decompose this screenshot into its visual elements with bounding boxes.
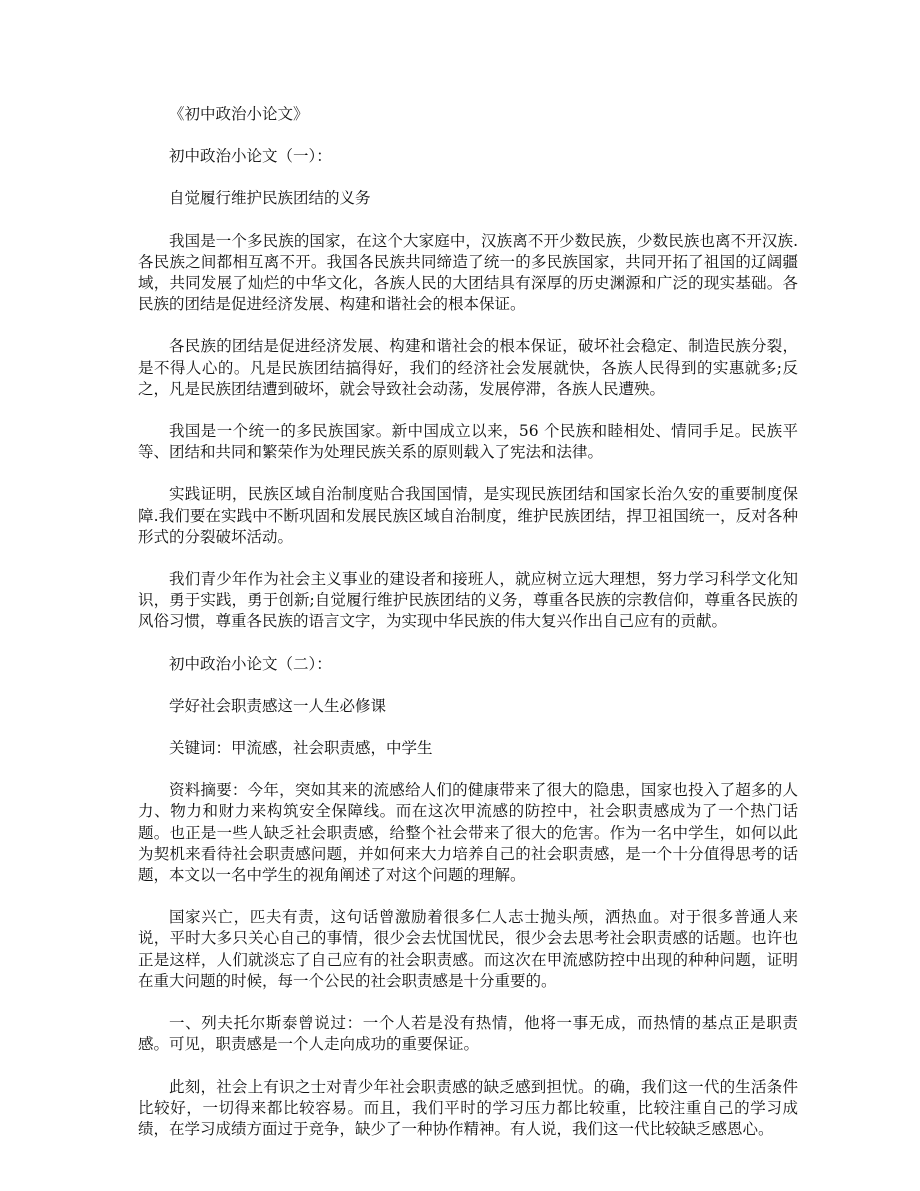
- essay2-keywords: 关键词：甲流感，社会职责感，中学生: [169, 739, 433, 758]
- essay2-subtitle: 学好社会职责感这一人生必修课: [169, 696, 387, 715]
- essay1-paragraph: 我国是一个多民族的国家，在这个大家庭中，汉族离不开少数民族，少数民族也离不开汉族.各民族之间都相互离不开。我国各民族共同缔造了统一的多民族国家，共同开拓了祖国的辽阔疆域，共同发展了灿烂的中华文化，各族人民的大团结具有深厚的历史渊源和广泛的现实基础。各民族的团结是促进经济发展、构建和谐社会的根本保证。: [138, 231, 798, 314]
- essay1-paragraph: 我国是一个统一的多民族国家。新中国成立以来，56 个民族和睦相处、情同手足。民族平等、团结和共同和繁荣作为处理民族关系的原则载入了宪法和法律。: [138, 422, 798, 462]
- essay1-heading: 初中政治小论文（一）：: [169, 147, 332, 166]
- essay2-paragraph: 资料摘要：今年，突如其来的流感给人们的健康带来了很大的隐患，国家也投入了超多的人力、物力和财力来构筑安全保障线。而在这次甲流感的防控中，社会职责感成为了一个热门话题。也正是一些人缺乏社会职责感，给整个社会带来了很大的危害。作为一名中学生，如何以此为契机来看待社会职责感问题，并如何来大力培养自己的社会职责感，是一个十分值得思考的话题，本文以一名中学生的视角阐述了对这个问题的理解。: [138, 781, 798, 885]
- essay1-paragraph: 我们青少年作为社会主义事业的建设者和接班人，就应树立远大理想，努力学习科学文化知识，勇于实践，勇于创新;自觉履行维护民族团结的义务，尊重各民族的宗教信仰，尊重各民族的风俗习惯，尊重各民族的语言文字，为实现中华民族的伟大复兴作出自己应有的贡献。: [138, 570, 798, 631]
- document-title: 《初中政治小论文》: [169, 105, 309, 123]
- essay1-paragraph: 各民族的团结是促进经济发展、构建和谐社会的根本保证，破坏社会稳定、制造民族分裂，是不得人心的。凡是民族团结搞得好，我们的经济社会发展就快，各族人民得到的实惠就多;反之，凡是民族团结遭到破坏，就会导致社会动荡，发展停滞，各族人民遭殃。: [138, 337, 798, 398]
- essay2-paragraph: 此刻，社会上有识之士对青少年社会职责感的缺乏感到担忧。的确，我们这一代的生活条件比较好，一切得来都比较容易。而且，我们平时的学习压力都比较重，比较注重自己的学习成绩，在学习成绩方面过于竞争，缺少了一种协作精神。有人说，我们这一代比较缺乏感恩心。: [138, 1077, 798, 1138]
- essay2-paragraph: 国家兴亡，匹夫有责，这句话曾激励着很多仁人志士抛头颅，洒热血。对于很多普通人来说，平时大多只关心自己的事情，很少会去忧国忧民，很少会去思考社会职责感的话题。也许也正是这样，人们就淡忘了自己应有的社会职责感。而这次在甲流感防控中出现的种种问题，证明在重大问题的时候，每一个公民的社会职责感是十分重要的。: [138, 908, 798, 990]
- essay2-heading: 初中政治小论文（二）：: [169, 654, 332, 673]
- essay1-paragraph: 实践证明，民族区域自治制度贴合我国国情，是实现民族团结和国家长治久安的重要制度保障.我们要在实践中不断巩固和发展民族区域自治制度，维护民族团结，捍卫祖国统一，反对各种形式的分裂破坏活动。: [138, 485, 798, 546]
- document-body: [138, 104, 798, 1140]
- essay1-subtitle: 自觉履行维护民族团结的义务: [169, 189, 371, 208]
- essay2-paragraph: 一、列夫托尔斯泰曾说过：一个人若是没有热情，他将一事无成，而热情的基点正是职责感。可见，职责感是一个人走向成功的重要保证。: [138, 1014, 798, 1054]
